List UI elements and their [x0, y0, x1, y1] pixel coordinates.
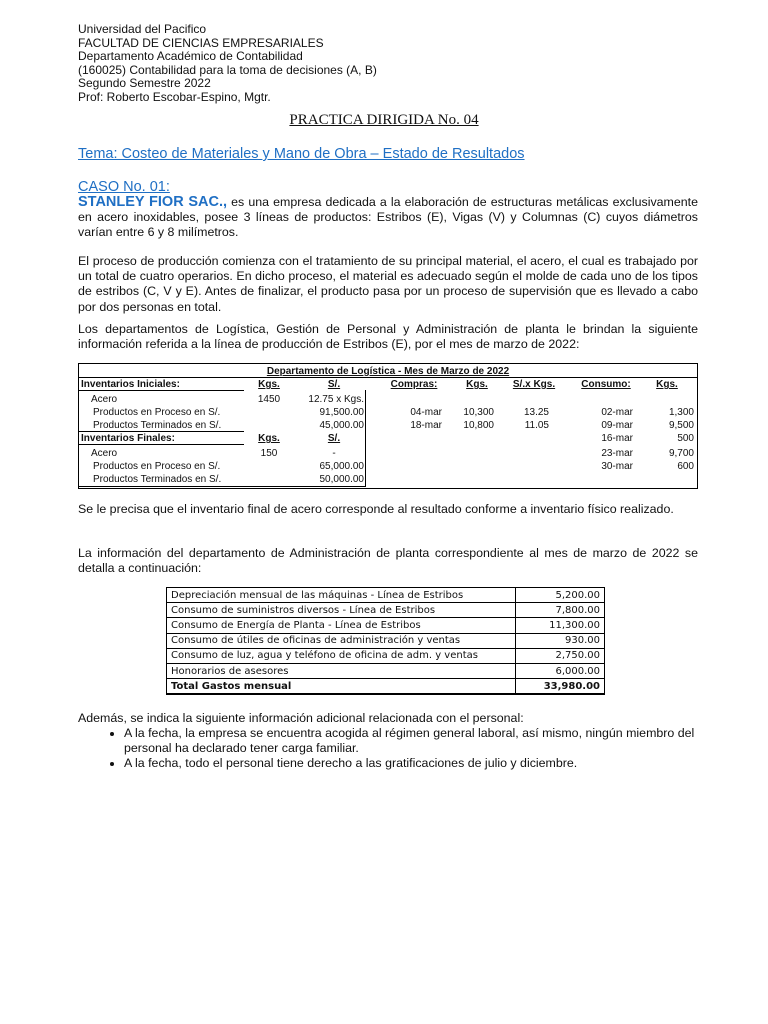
ini-row-kgs: 1450	[257, 394, 281, 405]
col-consumo-kgs-header: Kgs.	[656, 379, 678, 390]
consumption-date: 23-mar	[601, 448, 633, 459]
consumption-kgs: 500	[677, 433, 694, 444]
consumption-date: 02-mar	[601, 407, 633, 418]
ini-row-soles: 45,000.00	[319, 420, 364, 431]
fin-row-soles: -	[332, 448, 336, 459]
ini-row-soles: 12.75 x Kgs.	[308, 394, 364, 405]
consumption-date: 30-mar	[601, 461, 633, 472]
expense-label: Consumo de Energía de Planta - Línea de Estribos	[167, 618, 516, 633]
ini-row-label: Productos en Proceso en S/.	[93, 407, 221, 418]
expense-label: Consumo de suministros diversos - Línea de Estribos	[167, 603, 516, 618]
initial-inventory-label: Inventarios Iniciales:	[81, 379, 180, 390]
intro-text: es una empresa dedicada a la elaboración de estructuras metálicas exclusivamente en acero inoxidables, posee 3 líneas de productos: Estribos (E), Vigas (V) y Columnas (C) cuyos diámetros varían entre 6 y 8 milímetros.	[78, 195, 698, 240]
consumption-date: 16-mar	[601, 433, 633, 444]
expense-label: Consumo de luz, agua y teléfono de oficina de adm. y ventas	[167, 648, 516, 663]
col-consumo-header: Consumo:	[581, 379, 631, 390]
expense-value: 7,800.00	[516, 603, 605, 618]
company-name: STANLEY FIOR SAC.,	[78, 194, 228, 210]
total-row	[167, 679, 605, 695]
table-row	[167, 603, 605, 618]
header-line: Universidad del Pacifico	[78, 22, 207, 36]
expense-label: Honorarios de asesores	[167, 663, 516, 678]
col-price-header: S/.x Kgs.	[512, 379, 556, 390]
fin-row-label: Productos Terminados en S/.	[93, 474, 222, 485]
fin-row-kgs: 150	[260, 448, 278, 459]
consumption-kgs: 9,700	[668, 448, 694, 459]
col-compras-header: Compras:	[390, 379, 438, 390]
ini-row-soles: 91,500.00	[319, 407, 364, 418]
col-compras-kgs-header: Kgs.	[466, 379, 488, 390]
purchase-date: 18-mar	[410, 420, 442, 431]
col-kgs-header: Kgs.	[258, 379, 280, 390]
purchase-kgs: 10,300	[463, 407, 494, 418]
topic-heading: Tema: Costeo de Materiales y Mano de Obra – Estado de Resultados	[78, 146, 525, 162]
purchase-price: 13.25	[523, 407, 549, 418]
table-row	[167, 648, 605, 663]
final-inventory-label: Inventarios Finales:	[81, 433, 175, 444]
expense-value: 11,300.00	[516, 618, 605, 633]
purchase-kgs: 10,800	[463, 420, 494, 431]
table-row	[167, 618, 605, 633]
header-line: (160025) Contabilidad para la toma de decisiones (A, B)	[78, 62, 377, 77]
col-soles-header: S/.	[327, 433, 341, 444]
document-header	[78, 23, 377, 105]
total-label: Total Gastos mensual	[167, 679, 516, 695]
header-line: Departamento Académico de Contabilidad	[78, 49, 303, 64]
consumption-kgs: 1,300	[668, 407, 694, 418]
ini-row-label: Productos Terminados en S/.	[93, 420, 222, 431]
consumption-kgs: 9,500	[668, 420, 694, 431]
total-value: 33,980.00	[516, 679, 605, 695]
inventory-note-paragraph: Se le precisa que el inventario final de acero corresponde al resultado conforme a inventario físico realizado.	[78, 502, 674, 516]
expense-value: 930.00	[516, 633, 605, 648]
intro-paragraph	[78, 195, 698, 241]
case-heading: CASO No. 01:	[78, 179, 170, 195]
table-row	[167, 663, 605, 678]
logistics-table	[78, 363, 698, 489]
header-line: FACULTAD DE CIENCIAS EMPRESARIALES	[78, 35, 324, 50]
expense-value: 6,000.00	[516, 663, 605, 678]
table-row	[167, 588, 605, 603]
purchase-date: 04-mar	[410, 407, 442, 418]
admin-paragraph: La información del departamento de Administración de planta correspondiente al mes de marzo de 2022 se detalla a continuación:	[78, 546, 698, 576]
list-item: • A la fecha, todo el personal tiene derecho a las gratificaciones de julio y diciembre.	[124, 756, 704, 771]
header-line: Prof: Roberto Escobar-Espino, Mgtr.	[78, 89, 271, 104]
fin-row-soles: 65,000.00	[319, 461, 364, 472]
expenses-table	[166, 587, 605, 695]
fin-row-soles: 50,000.00	[319, 474, 364, 485]
fin-row-label: Productos en Proceso en S/.	[93, 461, 221, 472]
table-row	[167, 633, 605, 648]
col-kgs-header: Kgs.	[258, 433, 280, 444]
header-line: Segundo Semestre 2022	[78, 76, 211, 91]
list-item: • A la fecha, la empresa se encuentra acogida al régimen general laboral, así mismo, ningún miembro del personal ha declarado tener carga familiar.	[124, 726, 704, 756]
page-title: PRACTICA DIRIGIDA No. 04	[289, 112, 479, 128]
consumption-date: 09-mar	[601, 420, 633, 431]
expense-value: 2,750.00	[516, 648, 605, 663]
fin-row-label: Acero	[91, 448, 118, 459]
process-paragraph: El proceso de producción comienza con el tratamiento de su principal material, el acero, el cual es trabajado por un total de cuatro operarios. En dicho proceso, el material es adecuado según el molde de cada uno de los tipos de estribos (C, V y E). Antes de finalizar, el producto pasa por un proceso de supervisión que es llevado a cabo por dos personas en total.	[78, 254, 698, 314]
ini-row-label: Acero	[91, 394, 118, 405]
personnel-paragraph: Además, se indica la siguiente información adicional relacionada con el personal:	[78, 711, 524, 725]
departments-paragraph: Los departamentos de Logística, Gestión de Personal y Administración de planta le brindan la siguiente información referida a la línea de producción de Estribos (E), por el mes de marzo de 2022:	[78, 322, 698, 352]
consumption-kgs: 600	[677, 461, 694, 472]
expense-label: Depreciación mensual de las máquinas - Línea de Estribos	[167, 588, 516, 603]
personnel-bullet-list	[100, 726, 704, 772]
logistics-title: Departamento de Logística - Mes de Marzo de 2022	[266, 366, 510, 377]
col-soles-header: S/.	[327, 379, 341, 390]
purchase-price: 11.05	[524, 420, 549, 431]
expense-value: 5,200.00	[516, 588, 605, 603]
expense-label: Consumo de útiles de oficinas de administración y ventas	[167, 633, 516, 648]
